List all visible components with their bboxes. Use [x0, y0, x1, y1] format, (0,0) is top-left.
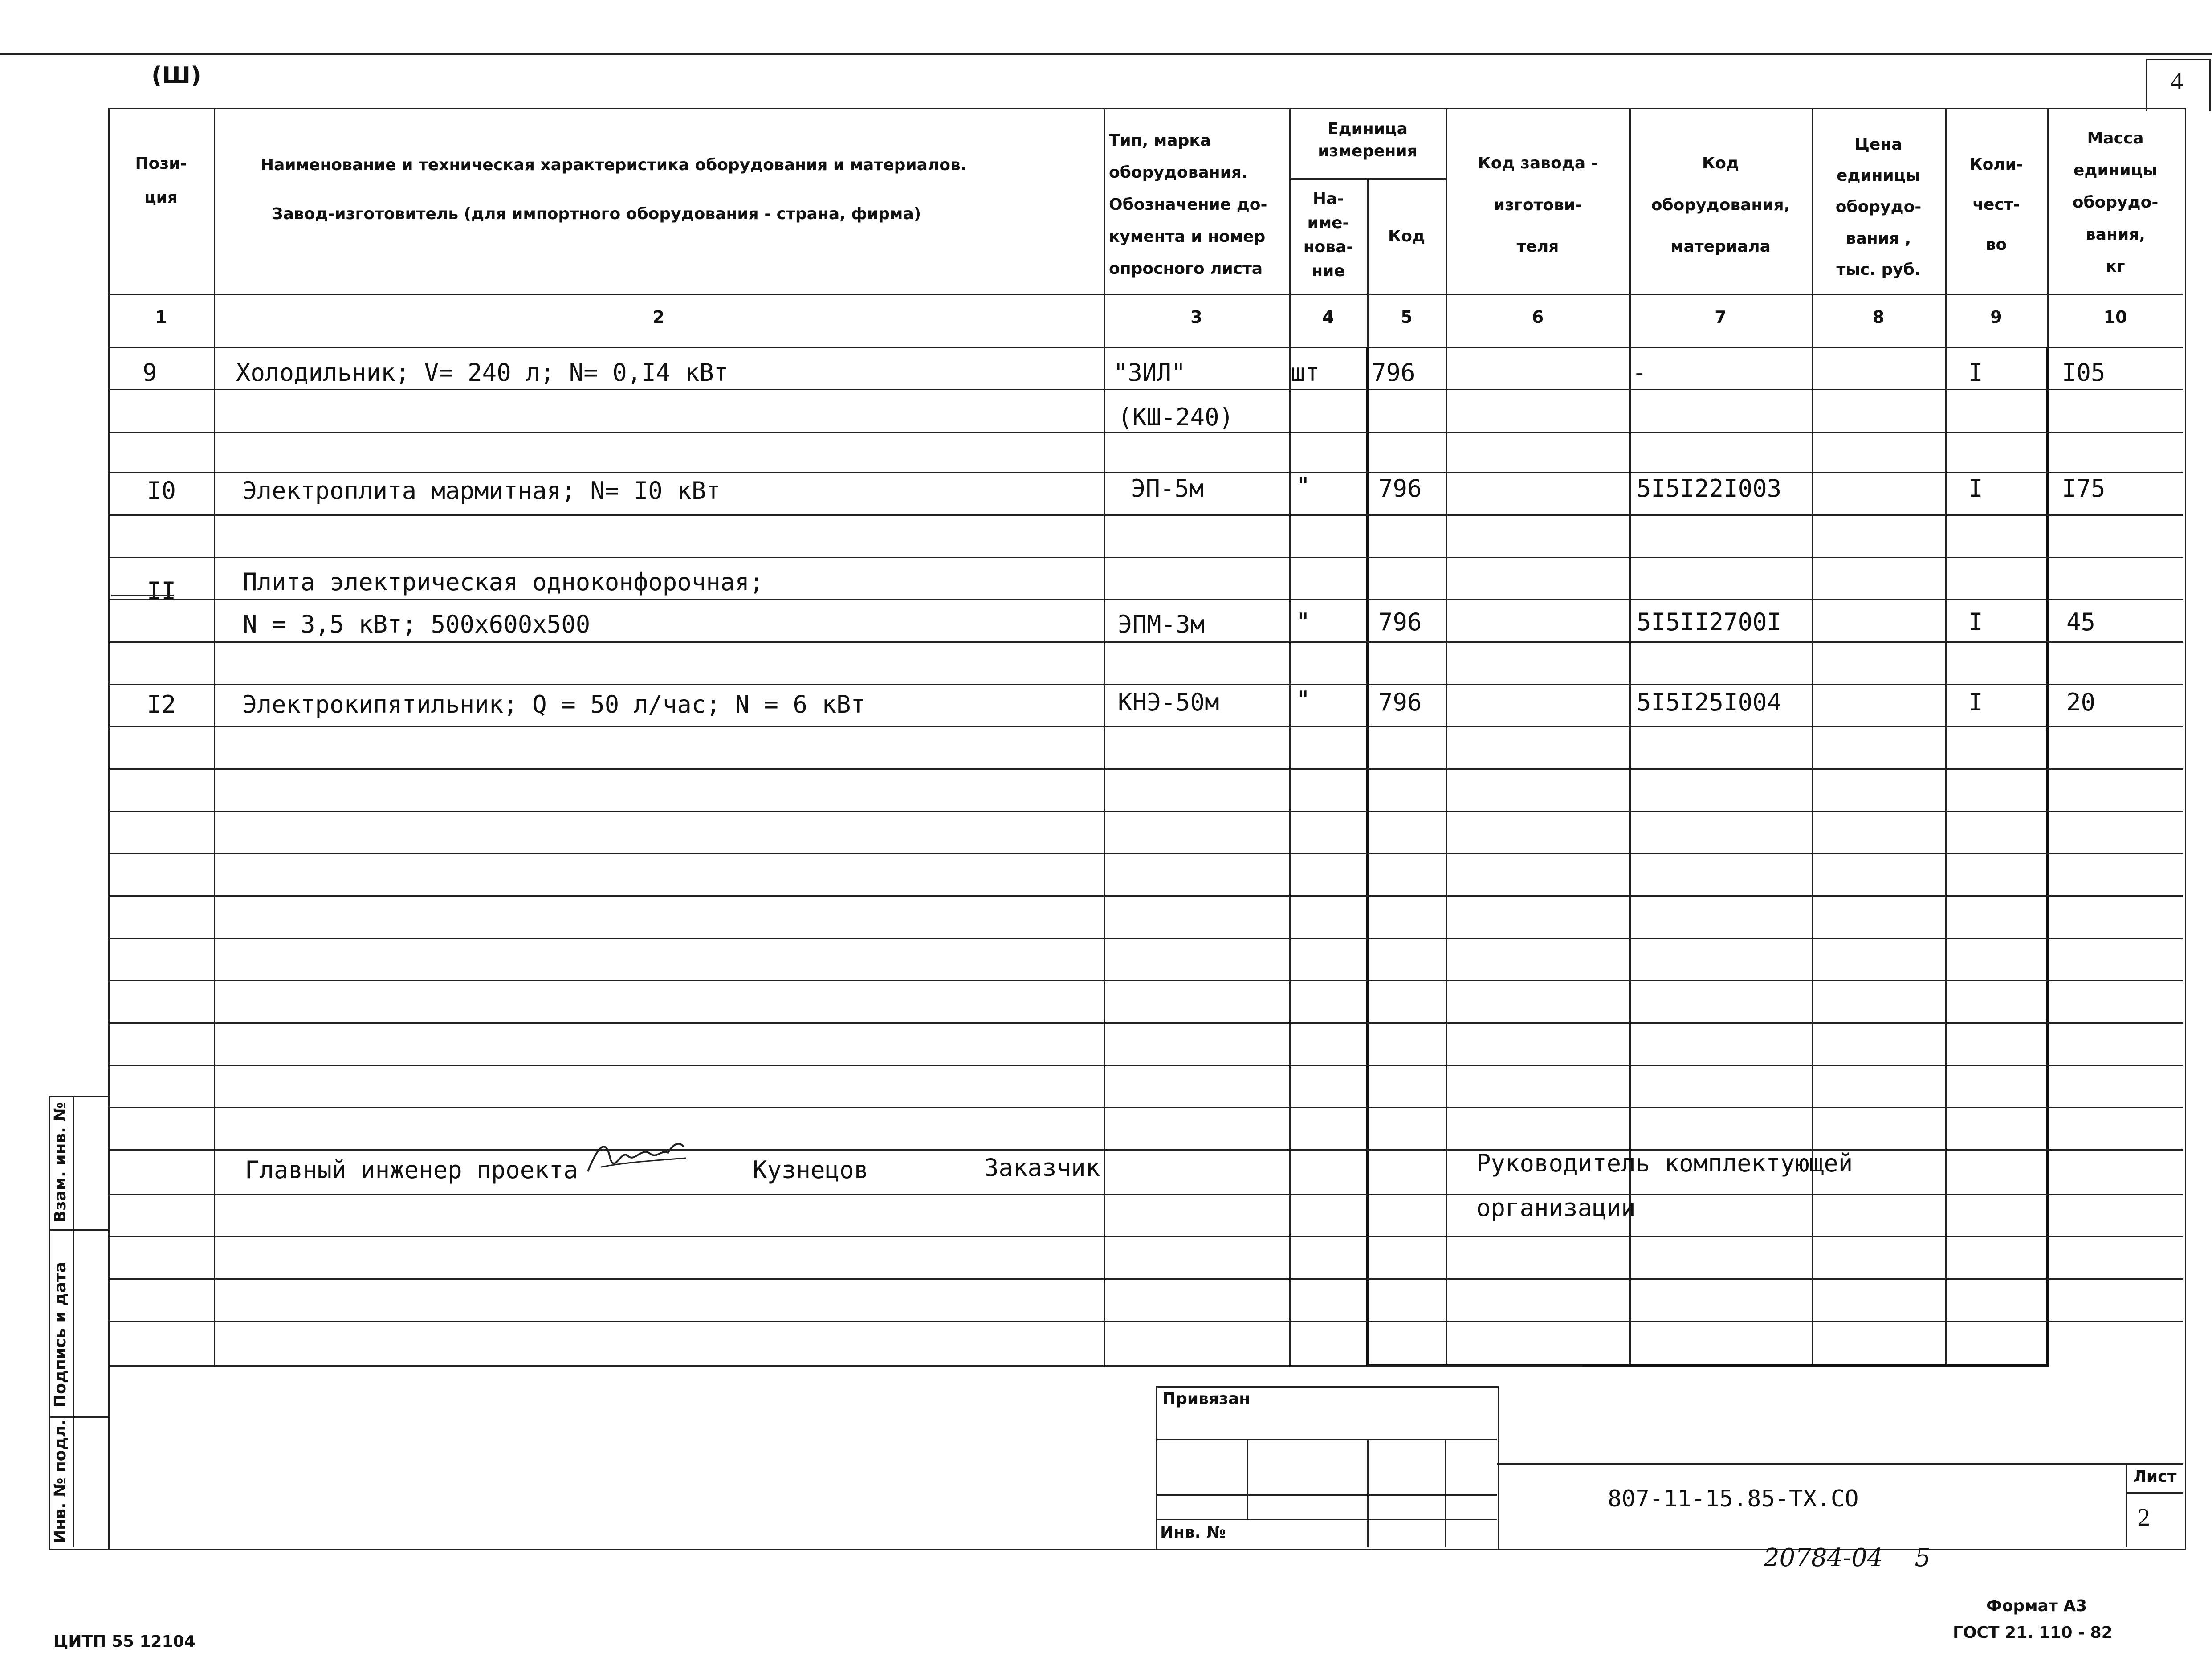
colnum-4: 4 — [1322, 307, 1334, 327]
table-row-line — [108, 684, 2183, 685]
side-stamp-original-inv: Инв. № подл. — [51, 1419, 69, 1543]
thick-frame-right — [2046, 347, 2049, 1367]
sheet-mark: (Ш) — [151, 62, 201, 89]
header-bottom — [108, 294, 2183, 295]
row12-position: I2 — [147, 690, 176, 718]
row9b-type: (КШ-240) — [1118, 403, 1234, 431]
table-row-line — [108, 726, 2183, 727]
colnum-6: 6 — [1532, 307, 1544, 327]
row11-type: ЭПМ-3м — [1118, 610, 1205, 638]
header-unit-code: Код — [1388, 227, 1426, 245]
header-quantity: Коли- чест- во — [1969, 155, 2023, 254]
row12-unit: " — [1296, 686, 1311, 714]
row9-name: Холодильник; V= 240 л; N= 0,I4 кВт — [236, 359, 729, 387]
row10-type: ЭП-5м — [1131, 474, 1204, 502]
row11-position: II — [147, 577, 176, 605]
sheet-box-left — [2126, 1463, 2127, 1547]
citp-label: ЦИТП 55 12104 — [53, 1632, 196, 1651]
col-divider — [214, 108, 215, 1365]
table-row-line — [108, 1321, 2183, 1322]
table-row-line — [108, 980, 2183, 981]
table-row-line — [108, 1236, 2183, 1237]
format-label: Формат А3 — [1986, 1597, 2087, 1615]
doc-code: 807-11-15.85-ТХ.СО — [1608, 1486, 1859, 1512]
bound-grid — [1247, 1439, 1248, 1519]
row10-position: I0 — [147, 477, 176, 505]
bound-label: Привязан — [1162, 1390, 1251, 1408]
side-stamp-signature-date: Подпись и дата — [51, 1262, 69, 1408]
colnum-bottom — [108, 347, 2183, 348]
row10-name: Электроплита мармитная; N= I0 кВт — [243, 477, 721, 505]
row11-code: 796 — [1378, 608, 1422, 636]
table-row-line — [108, 389, 2183, 390]
colnum-3: 3 — [1190, 307, 1202, 327]
row9-position: 9 — [143, 359, 157, 387]
row11-position-strike — [111, 595, 174, 596]
side-stamp-inner — [73, 1096, 74, 1547]
table-bottom — [108, 1365, 1582, 1367]
sheet-label: Лист — [2133, 1468, 2177, 1486]
row12-quantity: I — [1968, 688, 1983, 716]
row10-unit: " — [1296, 472, 1311, 500]
table-row-line — [108, 1065, 2183, 1066]
handwritten-number: 20784-04 5 — [1764, 1543, 1931, 1572]
table-row-line — [108, 768, 2183, 770]
row12-mass: 20 — [2066, 688, 2096, 716]
row12-type: КНЭ-50м — [1118, 688, 1219, 716]
side-stamp-divider — [49, 1416, 108, 1418]
header-equipment-code: Код оборудования, материала — [1651, 154, 1790, 256]
chief-engineer-label: Главный инженер проекта — [245, 1156, 578, 1184]
col-divider — [1289, 108, 1291, 1365]
header-factory-code: Код завода - изготови- теля — [1478, 154, 1598, 256]
row11-quantity: I — [1968, 608, 1983, 636]
colnum-7: 7 — [1715, 307, 1727, 327]
chief-engineer-signature — [583, 1131, 690, 1180]
row12-name: Электрокипятильник; Q = 50 л/час; N = 6 кВт — [243, 690, 865, 718]
gost-label: ГОСТ 21. 110 - 82 — [1953, 1624, 2113, 1642]
row10-mass: I75 — [2062, 474, 2106, 502]
table-row-line — [108, 514, 2183, 516]
manager-label-line1: Руководитель комплектующей — [1476, 1149, 1853, 1177]
row11b-name: N = 3,5 кВт; 500х600х500 — [243, 610, 591, 638]
colnum-9: 9 — [1990, 307, 2002, 327]
colnum-5: 5 — [1401, 307, 1413, 327]
bound-grid — [1367, 1439, 1369, 1547]
col-divider — [1945, 108, 1947, 1365]
row9-code: 796 — [1372, 359, 1415, 387]
table-row-line — [108, 472, 2183, 473]
header-unit-group-title: Единица измерения — [1318, 120, 1418, 161]
table-row-line — [108, 811, 2183, 812]
row9-quantity: I — [1968, 359, 1983, 387]
row11-name: Плита электрическая одноконфорочная; — [243, 568, 764, 596]
manager-label-line2: организации — [1476, 1194, 1636, 1222]
header-price: Цена единицы оборудо- вания , тыс. руб. — [1835, 135, 1922, 279]
colnum-10: 10 — [2103, 307, 2127, 327]
thick-frame-left — [1366, 347, 1369, 1367]
top-border — [0, 53, 2212, 55]
header-unit-group: На- име- нова- ние — [1303, 189, 1353, 280]
side-stamp-divider — [49, 1229, 108, 1231]
table-row-line — [108, 599, 2183, 600]
side-stamp-replace-inv: Взам. инв. № — [51, 1102, 69, 1223]
row11-mass: 45 — [2066, 608, 2096, 636]
row9-type: "ЗИЛ" — [1113, 359, 1186, 387]
table-row-line — [108, 641, 2183, 643]
row12-equipment-code: 5I5I25I004 — [1637, 688, 1782, 716]
table-row-line — [108, 1278, 2183, 1280]
colnum-2: 2 — [652, 307, 665, 327]
col-divider — [1446, 108, 1447, 1365]
table-row-line — [108, 557, 2183, 558]
chief-engineer-name: Кузнецов — [753, 1156, 869, 1184]
row11-unit: " — [1296, 608, 1311, 636]
colnum-8: 8 — [1872, 307, 1885, 327]
table-row-line — [108, 853, 2183, 854]
sheet-number: 2 — [2138, 1504, 2150, 1531]
col-divider — [1104, 108, 1105, 1365]
colnum-1: 1 — [155, 307, 167, 327]
table-row-line — [108, 1149, 2183, 1151]
table-row-line — [108, 1022, 2183, 1024]
table-row-line — [108, 1107, 2183, 1108]
header-mass: Масса единицы оборудо- вания, кг — [2072, 129, 2159, 276]
row10-equipment-code: 5I5I22I003 — [1637, 474, 1782, 502]
row10-code: 796 — [1378, 474, 1422, 502]
row11-equipment-code: 5I5II2700I — [1637, 608, 1782, 636]
title-block-top — [1497, 1463, 2183, 1465]
row9-equipment-code: - — [1632, 359, 1647, 387]
inv-label: Инв. № — [1160, 1523, 1226, 1542]
sheet-box-divider — [2126, 1492, 2183, 1494]
bound-grid — [1445, 1439, 1446, 1547]
header-name-line2: Завод-изготовитель (для импортного оборудования - страна, фирма) — [272, 205, 921, 223]
header-position: Пози- ция — [135, 155, 187, 207]
row9-unit: шт — [1291, 359, 1320, 387]
row10-quantity: I — [1968, 474, 1983, 502]
row9-mass: I05 — [2062, 359, 2106, 387]
table-row-line — [108, 895, 2183, 897]
table-row-line — [108, 1194, 2183, 1195]
row12-code: 796 — [1378, 688, 1422, 716]
page-corner-number: 4 — [2171, 67, 2183, 95]
table-row-line — [108, 432, 2183, 433]
header-type: Тип, марка оборудования. Обозначение до- кумента и номер опросного листа — [1109, 131, 1267, 278]
header-name-line1: Наименование и техническая характеристика оборудования и материалов. — [261, 156, 967, 174]
customer-label: Заказчик — [984, 1154, 1100, 1182]
table-row-line — [108, 938, 2183, 939]
